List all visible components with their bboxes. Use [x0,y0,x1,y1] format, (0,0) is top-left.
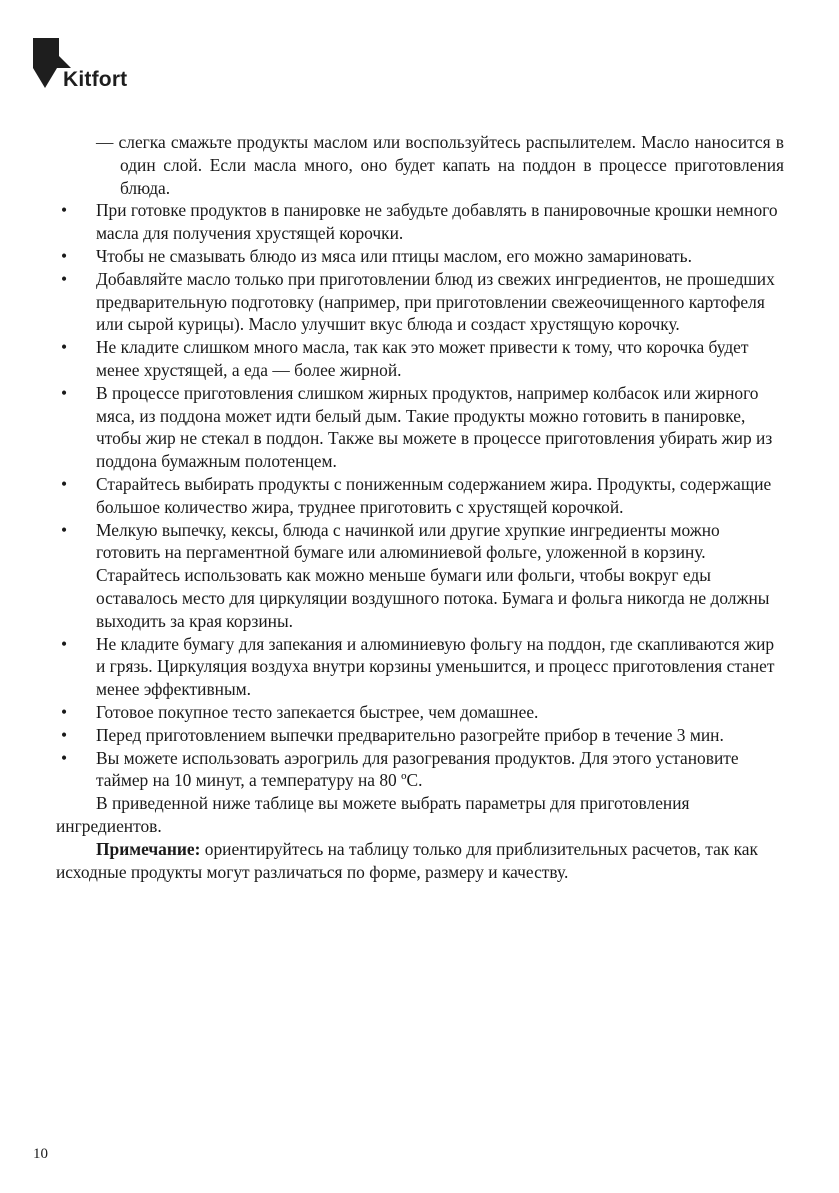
list-item-text: Добавляйте масло только при приготовлении блюд из свежих ингредиентов, не прошедших предварительную подготовку (например, при приготовлении свежеочищенного картофеля или сырой курицы). Масло улучшит вкус блюда и создаст хрустящую корочку. [96,268,775,335]
bullet-icon: • [61,724,68,745]
note-label: Примечание: [96,838,201,859]
bullet-icon: • [61,701,68,722]
list-item-text: Готовое покупное тесто запекается быстрее, чем домашнее. [96,701,539,722]
kitfort-logo [33,38,183,94]
bullet-icon: • [61,519,68,540]
bullet-icon: • [61,245,68,266]
intro-dash-item: — слегка смажьте продукты маслом или воспользуйтесь распылителем. Масло наносится в один слой. Если масла много, оно будет капать на поддон в процессе приготовления блюда. [96,132,784,198]
note-paragraph [56,838,784,884]
list-item-text: Вы можете использовать аэрогриль для разогревания продуктов. Для этого установите таймер на 10 минут, а температуру на 80 ºС. [96,747,739,791]
list-item [56,473,784,519]
bullet-icon: • [61,268,68,289]
list-item-text: В процессе приготовления слишком жирных продуктов, например колбасок или жирного мяса, из поддона может идти белый дым. Такие продукты можно готовить в панировке, чтобы жир не стекал в поддон. Также вы можете в процессе приготовления убирать жир из поддона бумажным полотенцем. [96,382,773,472]
bullet-icon: • [61,633,68,654]
list-item-text: Перед приготовлением выпечки предварительно разогрейте прибор в течение 3 мин. [96,724,724,745]
list-item [56,382,784,473]
list-item [56,701,784,724]
list-item-text: При готовке продуктов в панировке не забудьте добавлять в панировочные крошки немного масла для получения хрустящей корочки. [96,200,778,244]
table-intro-paragraph: В приведенной ниже таблице вы можете выбрать параметры для приготовления ингредиентов. [56,793,690,836]
bullet-icon: • [61,200,68,221]
page-content [56,131,784,883]
list-item [56,245,784,268]
bullet-icon: • [61,382,68,403]
list-item [56,336,784,382]
tips-list [56,199,784,792]
list-item [56,724,784,747]
list-item [56,747,784,793]
list-item-text: Чтобы не смазывать блюдо из мяса или птицы маслом, его можно замариновать. [96,245,692,266]
list-item [56,633,784,701]
page-number: 10 [33,1146,48,1162]
list-item-text: Старайтесь выбирать продукты с пониженным содержанием жира. Продукты, содержащие большое количество жира, труднее приготовить с хрустящей корочкой. [96,473,772,517]
brand-name: Kitfort [63,68,128,91]
bullet-icon: • [61,747,68,768]
bullet-icon: • [61,473,68,494]
bullet-icon: • [61,337,68,358]
list-item [56,268,784,336]
list-item-text: Не кладите слишком много масла, так как это может привести к тому, что корочка будет менее хрустящей, а еда — более жирной. [96,337,749,380]
list-item-text: Не кладите бумагу для запекания и алюминиевую фольгу на поддон, где скапливаются жир и грязь. Циркуляция воздуха внутри корзины уменьшится, и процесс приготовления станет менее эффективным. [96,633,775,700]
list-item [56,199,784,245]
note-text: ориентируйтесь на таблицу только для приблизительных расчетов, так как исходные продукты могут различаться по форме, размеру и качеству. [56,838,758,882]
list-item [56,519,784,633]
list-item-text: Мелкую выпечку, кексы, блюда с начинкой или другие хрупкие ингредиенты можно готовить на пергаментной бумаге или алюминиевой фольге, уложенной в корзину. Старайтесь использовать как можно меньше бумаги или фольги, чтобы вокруг еды оставалось место для циркуляции воздушного потока. Бумага и фольга никогда не должны выходить за края корзины. [96,519,770,631]
